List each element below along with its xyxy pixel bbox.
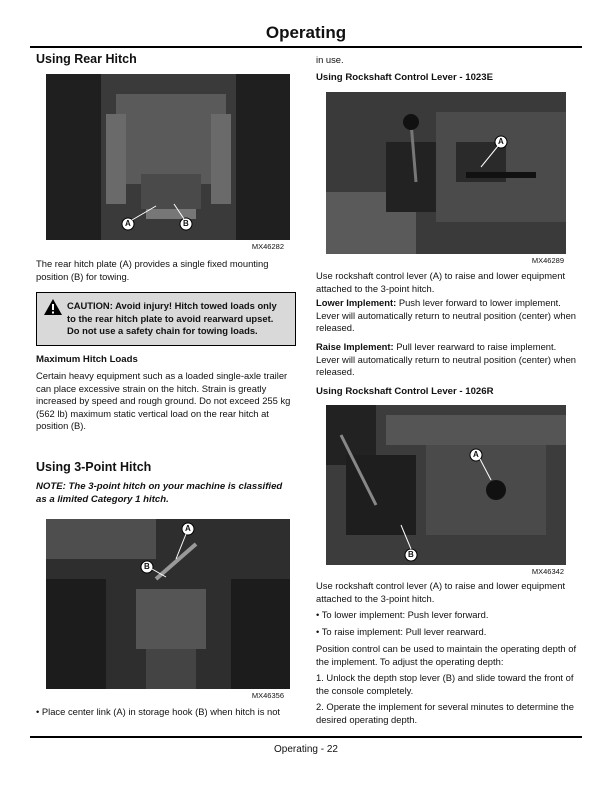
section-title-3-point-hitch: Using 3-Point Hitch [36,460,152,474]
caution-line: to the rear hitch plate to avoid rearward upset. [67,312,274,324]
paragraph-hitch-plate: The rear hitch plate (A) provides a single fixed mounting position (B) for towing. [36,258,269,282]
page-title: Operating [265,23,347,42]
paragraph-max-loads: Certain heavy equipment such as a loaded single-axle trailer can place excessive strain on the hitch. Strain is greatly increased by speed and rough ground. Do not exceed 255 kg (562 lb) maximum static vertical load on the rear hitch at position (B). [36,370,291,432]
warning-triangle-icon [43,298,63,316]
section-title-rear-hitch: Using Rear Hitch [36,52,137,66]
raise-implement-text: Pull lever rearward to raise implement. Lever will automatically return to neutral position (center) when released. [316,341,577,378]
callout-a: A [473,450,479,459]
photo-rear-hitch [46,74,290,240]
page-header [36,22,576,44]
bullet-lower: • To lower implement: Push lever forward. [316,609,489,620]
subsection-title-max-loads: Maximum Hitch Loads [36,354,138,365]
photo-rockshaft-1026r [326,405,566,565]
photo-3-point-hitch [46,519,290,689]
photo-caption: MX46356 [251,691,284,700]
paragraph-lower-implement [316,297,578,335]
photo-caption: MX46342 [531,567,564,576]
photo-caption: MX46289 [531,256,564,265]
callout-b: B [183,219,189,228]
caution-text [67,300,277,338]
callout-a: A [125,219,131,228]
step-2: 2. Operate the implement for several minutes to determine the desired operating depth. [316,701,574,725]
callout-a: A [185,524,191,533]
paragraph-rockshaft-1023e: Use rockshaft control lever (A) to raise and lower equipment attached to the 3-point hitch. [316,270,566,294]
caution-box [36,292,296,346]
photo-rockshaft-1023e [326,92,566,254]
header-rule [30,46,582,48]
bullet-center-link: • Place center link (A) in storage hook (B) when hitch is not [36,706,281,717]
note-category: NOTE: The 3-point hitch on your machine is classified as a limited Category 1 hitch. [36,481,283,505]
photo-caption: MX46282 [251,242,284,251]
callout-b: B [144,562,150,571]
paragraph-position-control: Position control can be used to maintain the operating depth of the implement. To adjust the operating depth: [316,643,577,667]
bullet-raise: • To raise implement: Pull lever rearward. [316,626,487,637]
raise-implement-label: Raise Implement: [316,341,394,352]
callout-b: B [408,550,414,559]
lower-implement-label: Lower Implement: [316,297,397,308]
paragraph-rockshaft-1026r: Use rockshaft control lever (A) to raise and lower equipment attached to the 3-point hitch. [316,580,566,604]
subsection-title-rockshaft-1026r: Using Rockshaft Control Lever - 1026R [316,386,494,397]
page-number: Operating - 22 [274,744,338,755]
step-1: 1. Unlock the depth stop lever (B) and slide toward the front of the console completely. [316,672,574,696]
caution-line: Do not use a safety chain for towing loads. [67,325,258,337]
continued-text: in use. [316,54,344,65]
lower-implement-text: Push lever forward to lower implement. Lever will automatically return to neutral position (center) when released. [316,297,577,334]
paragraph-raise-implement [316,341,578,379]
caution-line: CAUTION: Avoid injury! Hitch towed loads only [67,300,277,311]
callout-a: A [498,137,504,146]
subsection-title-rockshaft-1023e: Using Rockshaft Control Lever - 1023E [316,72,493,83]
footer-rule [30,736,582,738]
